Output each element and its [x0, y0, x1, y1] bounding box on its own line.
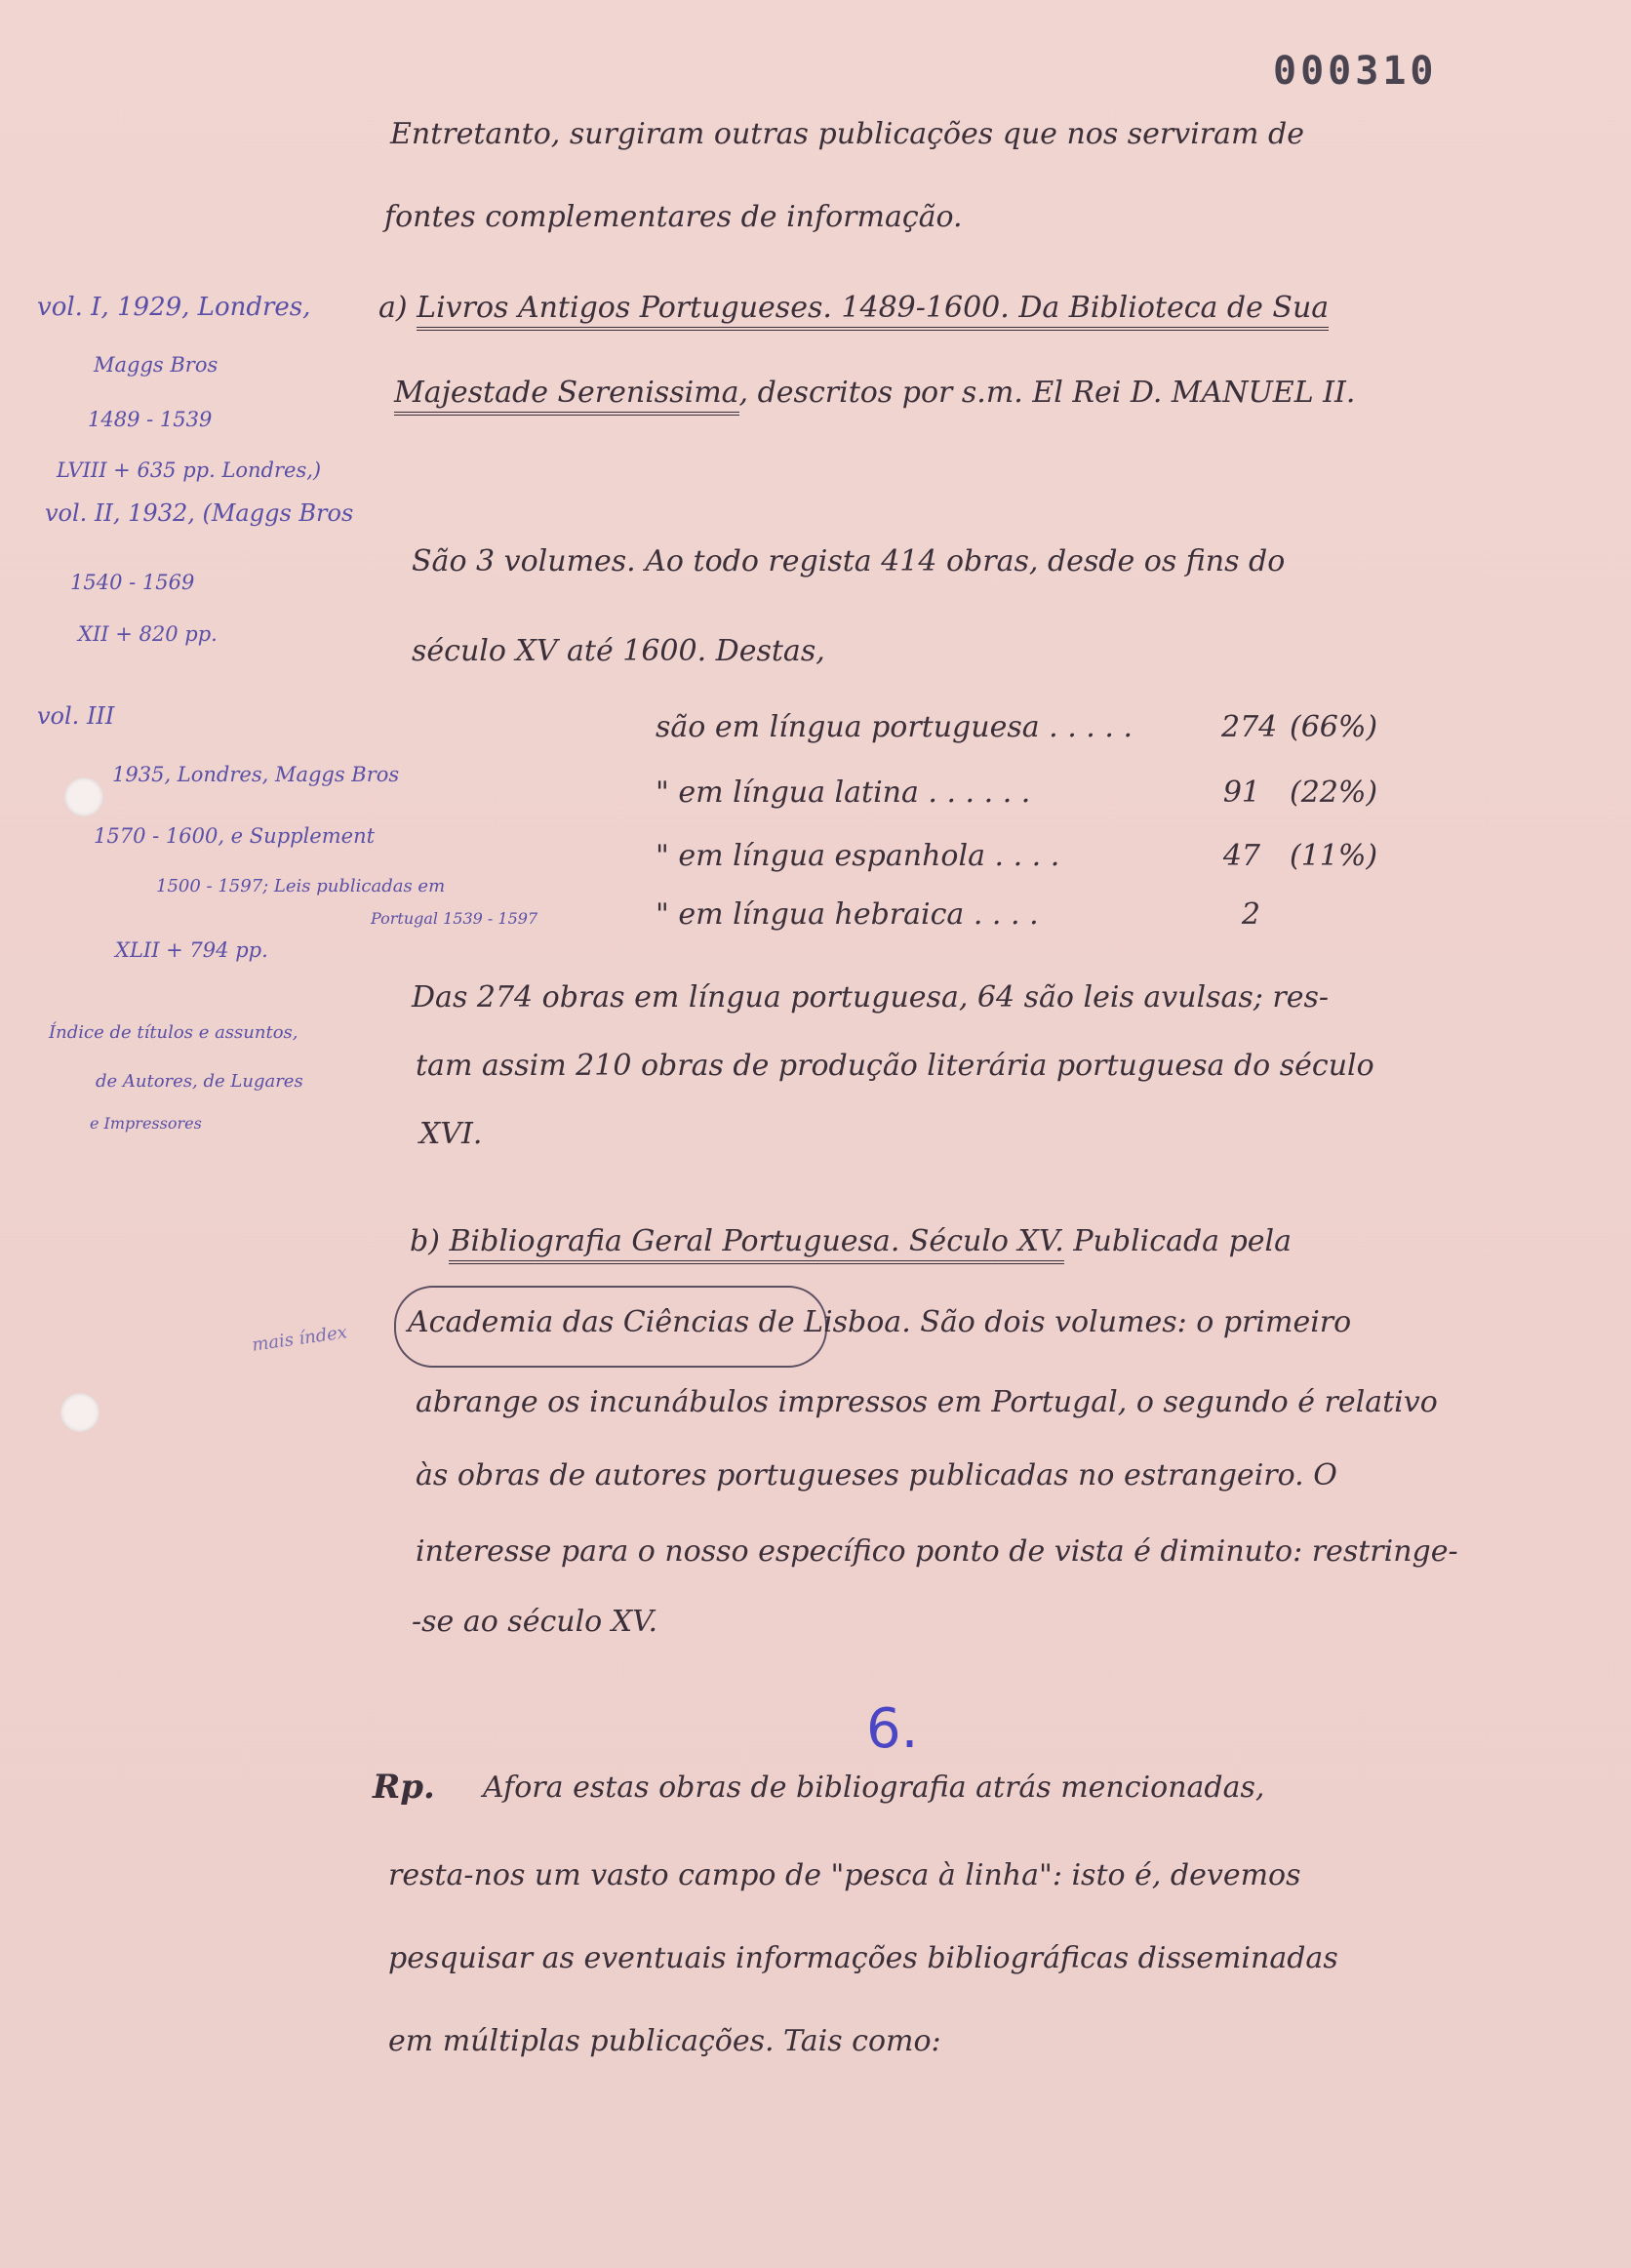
item-b-title: Bibliografia Geral Portuguesa. Século XV. [449, 1224, 1063, 1264]
table-row [656, 776, 1377, 810]
table-percent: (66%) [1290, 710, 1378, 744]
margin-note: 1935, Londres, Maggs Bros [112, 763, 400, 786]
table-value: 47 [1222, 839, 1260, 873]
margin-note: 1570 - 1600, e Supplement [94, 824, 376, 848]
para-a2-line-1: Das 274 obras em língua portuguesa, 64 são leis avulsas; res- [412, 980, 1330, 1015]
intro-line-2: fontes complementares de informação. [384, 200, 963, 234]
margin-note: de Autores, de Lugares [96, 1071, 303, 1092]
para-a2-line-3: XVI. [419, 1117, 483, 1151]
item-b-line-4: às obras de autores portugueses publicadas no estrangeiro. O [416, 1458, 1337, 1492]
final-line-1: Afora estas obras de bibliografia atrás mencionadas, [483, 1771, 1265, 1805]
table-value: 91 [1222, 776, 1260, 810]
item-b-line-2: Academia das Ciências de Lisboa. São dois volumes: o primeiro [408, 1305, 1352, 1339]
item-b-line-3: abrange os incunábulos impressos em Portugal, o segundo é relativo [416, 1385, 1438, 1419]
paragraph-mark: Rp. [373, 1768, 435, 1807]
intro-line-1: Entretanto, surgiram outras publicações que nos serviram de [390, 117, 1304, 151]
table-label: " em língua hebraica . . . . [656, 897, 1039, 932]
margin-note: vol. III [37, 702, 115, 730]
para-a2-line-2: tam assim 210 obras de produção literária portuguesa do século [416, 1049, 1374, 1083]
table-label: " em língua espanhola . . . . [656, 839, 1060, 873]
item-a-line-1 [378, 291, 1329, 325]
punch-hole [64, 777, 103, 816]
page-number: 6. [866, 1697, 919, 1761]
item-a-prefix: a) [378, 291, 408, 325]
table-value: 2 [1241, 897, 1260, 932]
margin-note: e Impressores [90, 1114, 202, 1133]
margin-note: LVIII + 635 pp. Londres,) [57, 458, 322, 482]
margin-note: Maggs Bros [94, 353, 219, 377]
margin-note: 1500 - 1597; Leis publicadas em [156, 876, 446, 896]
table-label: " em língua latina . . . . . . [656, 776, 1031, 810]
table-row [656, 839, 1377, 873]
table-label: são em língua portuguesa . . . . . [656, 710, 1133, 744]
para-a-line-2: século XV até 1600. Destas, [412, 634, 825, 668]
table-row [656, 710, 1377, 744]
margin-note: vol. II, 1932, (Maggs Bros [45, 499, 354, 527]
item-b-prefix: b) [410, 1224, 440, 1258]
margin-note: XLII + 794 pp. [115, 938, 268, 962]
item-b-rest: Publicada pela [1063, 1224, 1293, 1258]
item-a-title-2: Majestade Serenissima [394, 376, 739, 416]
punch-hole [60, 1393, 99, 1432]
table-row [656, 897, 1290, 932]
margin-note: Portugal 1539 - 1597 [371, 909, 538, 928]
margin-note: Índice de títulos e assuntos, [49, 1022, 298, 1043]
margin-note: 1489 - 1539 [88, 408, 213, 431]
item-a-title-1: Livros Antigos Portugueses. 1489-1600. Da Biblioteca de Sua [417, 291, 1329, 331]
table-percent: (11%) [1290, 839, 1378, 873]
item-b-line-5: interesse para o nosso específico ponto de vista é diminuto: restringe- [416, 1534, 1458, 1569]
item-a-rest-2: , descritos por s.m. El Rei D. MANUEL II. [738, 376, 1356, 410]
table-percent: (22%) [1290, 776, 1378, 810]
final-line-2: resta-nos um vasto campo de "pesca à linha": isto é, devemos [388, 1858, 1301, 1892]
table-value: 274 [1221, 710, 1278, 744]
final-line-3: pesquisar as eventuais informações bibliográficas disseminadas [388, 1941, 1338, 1975]
para-a-line-1: São 3 volumes. Ao todo regista 414 obras, desde os fins do [412, 544, 1286, 578]
margin-note: XII + 820 pp. [78, 622, 218, 646]
final-line-4: em múltiplas publicações. Tais como: [388, 2024, 941, 2058]
item-a-line-2 [394, 376, 1355, 410]
margin-note: vol. I, 1929, Londres, [37, 293, 311, 322]
item-b-line-1 [410, 1224, 1292, 1258]
margin-note: mais índex [251, 1322, 349, 1356]
archive-stamp-number: 000310 [1273, 49, 1438, 94]
margin-note: 1540 - 1569 [70, 571, 195, 594]
item-b-line-6: -se ao século XV. [412, 1605, 658, 1639]
